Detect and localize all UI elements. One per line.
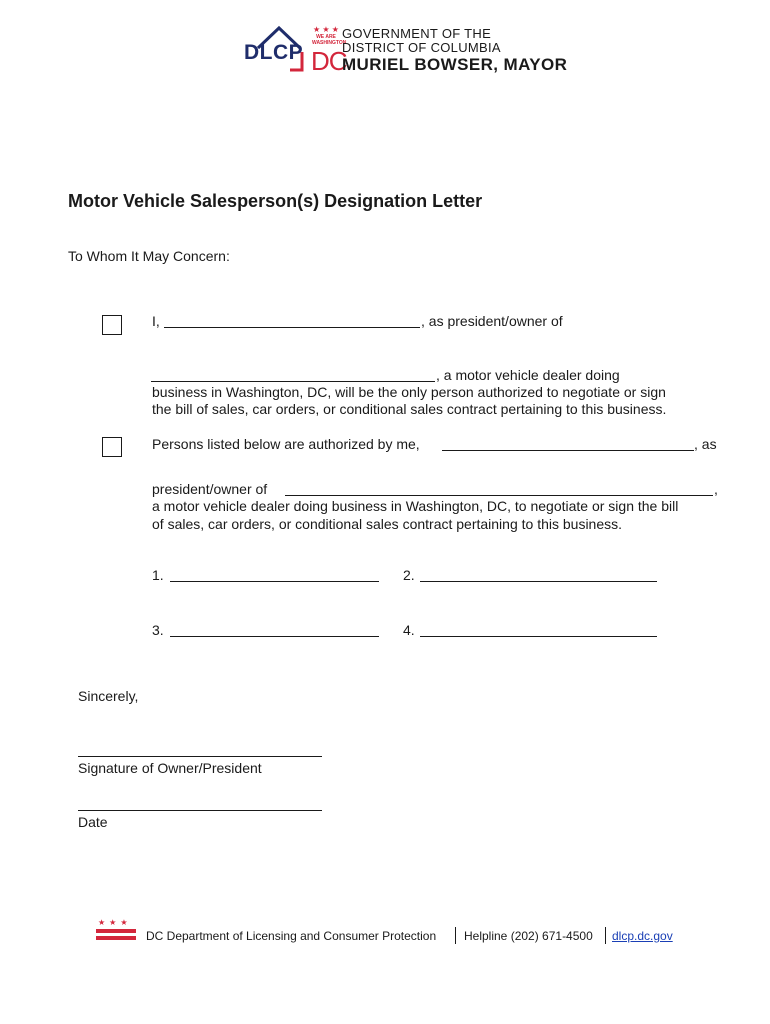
- option-2-line-2-prefix: president/owner of: [152, 481, 268, 497]
- signature-label: Signature of Owner/President: [78, 760, 262, 776]
- option-1-line-2-suffix: , a motor vehicle dealer doing: [436, 367, 620, 383]
- closing: Sincerely,: [78, 688, 139, 704]
- signature-field[interactable]: [78, 756, 322, 757]
- gov-line-2: DISTRICT OF COLUMBIA: [342, 40, 501, 55]
- option-2-line-1-suffix: , as: [694, 436, 717, 452]
- person-3-field[interactable]: [170, 636, 379, 637]
- date-label: Date: [78, 814, 108, 830]
- mayor-line: MURIEL BOWSER, MAYOR: [342, 55, 568, 74]
- dealership-field[interactable]: [285, 495, 713, 496]
- option-2-line-3: a motor vehicle dealer doing business in Washington, DC, to negotiate or sign the bill: [152, 498, 679, 514]
- option-2-line-2-suffix: ,: [714, 481, 718, 497]
- agency-logo-text: DLCP: [244, 41, 304, 64]
- option-2-checkbox[interactable]: [102, 437, 122, 457]
- list-number-2: 2.: [403, 567, 415, 583]
- gov-line-1: GOVERNMENT OF THE: [342, 26, 492, 41]
- dealer-name-field[interactable]: [151, 381, 435, 382]
- dc-flag-icon: ★★★: [96, 919, 136, 941]
- footer-divider: [455, 927, 456, 944]
- option-2-line-4: of sales, car orders, or conditional sales contract pertaining to this business.: [152, 516, 623, 532]
- agency-logo: [240, 22, 318, 78]
- footer-divider-2: [605, 927, 606, 944]
- salutation: To Whom It May Concern:: [68, 248, 230, 264]
- logo-badge-text: WE ARE WASHINGTON: [312, 34, 347, 46]
- footer-helpline: Helpline (202) 671-4500: [464, 929, 593, 943]
- option-1-line-3: business in Washington, DC, will be the only person authorized to negotiate or sign: [152, 384, 666, 400]
- person-4-field[interactable]: [420, 636, 657, 637]
- option-1-checkbox[interactable]: [102, 315, 122, 335]
- footer-department: DC Department of Licensing and Consumer Protection: [146, 929, 437, 943]
- option-1-line-1-suffix: , as president/owner of: [421, 313, 563, 329]
- authorizer-name-field[interactable]: [442, 450, 694, 451]
- list-number-4: 4.: [403, 622, 415, 638]
- list-number-3: 3.: [152, 622, 164, 638]
- stars-icon: ★ ★ ★: [313, 25, 339, 34]
- logo-badge: [312, 25, 347, 48]
- date-field[interactable]: [78, 810, 322, 811]
- person-1-field[interactable]: [170, 581, 379, 582]
- footer-website-link[interactable]: dlcp.dc.gov: [612, 929, 673, 943]
- option-1-line-4: the bill of sales, car orders, or conditional sales contract pertaining to this business.: [152, 401, 667, 417]
- owner-name-field[interactable]: [164, 327, 420, 328]
- option-2-line-1-prefix: Persons listed below are authorized by me,: [152, 436, 420, 452]
- person-2-field[interactable]: [420, 581, 657, 582]
- letter-title: Motor Vehicle Salesperson(s) Designation Letter: [68, 191, 483, 211]
- list-number-1: 1.: [152, 567, 164, 583]
- dc-mark: DC: [311, 46, 347, 76]
- option-1-line-1: [152, 313, 160, 329]
- option-1-prefix: I,: [152, 313, 160, 329]
